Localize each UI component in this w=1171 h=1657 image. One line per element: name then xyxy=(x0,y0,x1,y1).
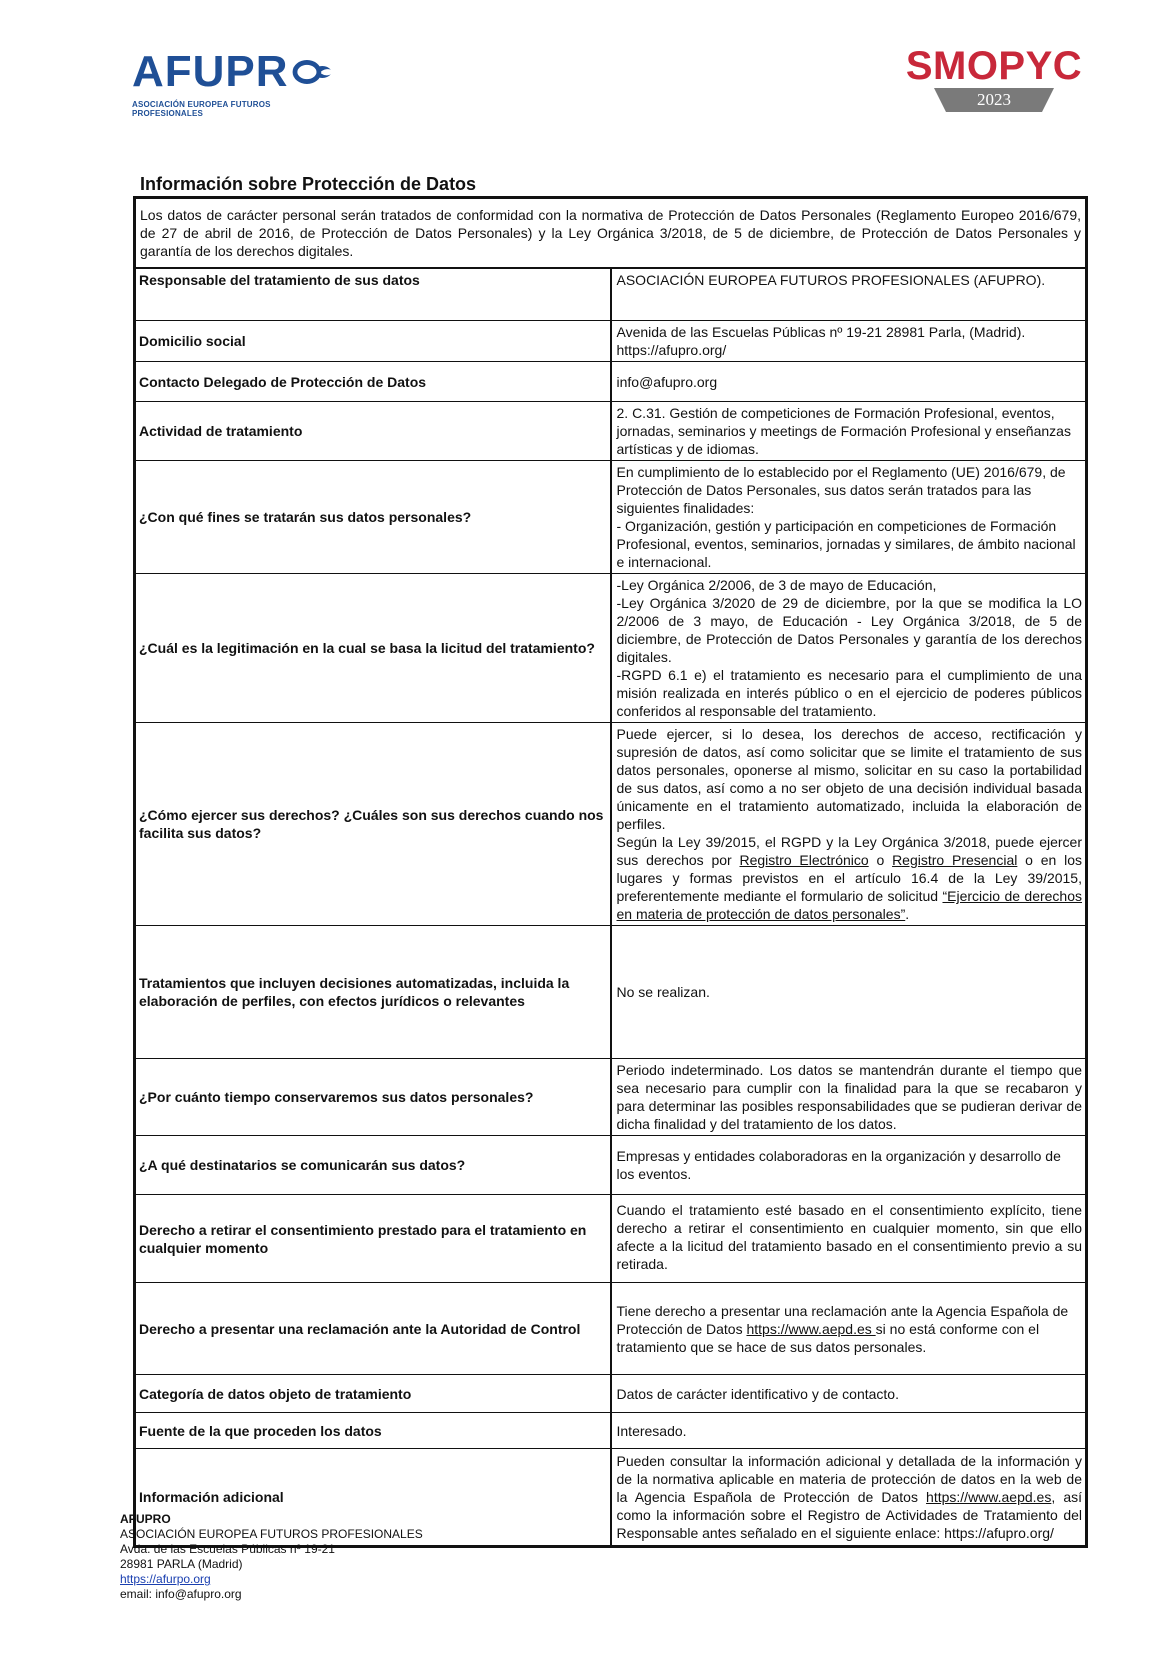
row-label: Domicilio social xyxy=(135,321,611,362)
row-value: No se realizan. xyxy=(611,926,1087,1059)
footer-city: 28981 PARLA (Madrid) xyxy=(120,1557,243,1571)
smopyc-year-badge xyxy=(934,88,1054,112)
row-label: ¿Cómo ejercer sus derechos? ¿Cuáles son sus derechos cuando nos facilita sus datos? xyxy=(135,723,611,926)
row-value-text: . xyxy=(905,906,910,922)
table-row xyxy=(135,926,1087,1059)
afupro-logo-text: AFUPR xyxy=(132,47,289,96)
row-value: info@afupro.org xyxy=(611,362,1087,402)
row-value xyxy=(611,1449,1087,1547)
row-value: Datos de carácter identificativo y de contacto. xyxy=(611,1375,1087,1413)
table-row xyxy=(135,574,1087,723)
row-label: ¿Con qué fines se tratarán sus datos personales? xyxy=(135,461,611,574)
row-label: Derecho a retirar el consentimiento prestado para el tratamiento en cualquier momento xyxy=(135,1195,611,1283)
table-row xyxy=(135,1283,1087,1375)
row-value-line: En cumplimiento de lo establecido por el Reglamento (UE) 2016/679, de Protección de Datos Personales, sus datos serán tratados para las siguientes finalidades: xyxy=(616,464,1066,516)
formulario-derechos-link[interactable]: “Ejercicio de derechos en materia de protección de datos personales” xyxy=(616,888,1083,922)
row-value-text: Tiene derecho a presentar una reclamación ante la Agencia Española de Protección de Datos xyxy=(616,1302,1069,1337)
table-row xyxy=(135,1195,1087,1283)
table-row xyxy=(135,461,1087,574)
table-row xyxy=(135,1059,1087,1136)
row-label: ¿Cuál es la legitimación en la cual se basa la licitud del tratamiento? xyxy=(135,574,611,723)
row-value-line: - Organización, gestión y participación en competiciones de Formación Profesional, eventos, seminarios, jornadas y similares, de ámbito nacional e internacional. xyxy=(616,518,1076,570)
row-label: Categoría de datos objeto de tratamiento xyxy=(135,1375,611,1413)
table-row xyxy=(135,1413,1087,1449)
row-label: Información adicional xyxy=(135,1449,611,1547)
row-value xyxy=(611,461,1087,574)
footer-address: Avda. de las Escuelas Públicas nº 19-21 xyxy=(120,1542,335,1556)
afupro-logo xyxy=(132,47,332,118)
smopyc-logo-text: SMOPYC xyxy=(905,44,1083,88)
row-value-text: Según la Ley 39/2015, el RGPD y la Ley Orgánica 3/2018, puede ejercer sus derechos por xyxy=(616,834,1082,868)
row-value-text: o xyxy=(868,852,893,868)
row-label: ¿A qué destinatarios se comunicarán sus datos? xyxy=(135,1136,611,1195)
aepd-link[interactable]: https://www.aepd.es xyxy=(746,1320,876,1337)
row-value: ASOCIACIÓN EUROPEA FUTUROS PROFESIONALES (AFUPRO). xyxy=(611,268,1087,321)
row-value-line: -RGPD 6.1 e) el tratamiento es necesario para el cumplimiento de una misión realizada en interés público o en el ejercicio de poderes públicos conferidos al responsable del tratamiento. xyxy=(616,667,1082,719)
row-label: Actividad de tratamiento xyxy=(135,402,611,461)
footer xyxy=(120,1512,423,1602)
row-label: Tratamientos que incluyen decisiones automatizadas, incluida la elaboración de perfiles, con efectos jurídicos o relevantes xyxy=(135,926,611,1059)
data-protection-table xyxy=(133,196,1088,1548)
row-value-line: -Ley Orgánica 3/2020 de 29 de diciembre, por la que se modifica la LO 2/2006 de 3 mayo, de Educación - Ley Orgánica 3/2018, de 5 de diciembre, de Protección de Datos Personales y garantía de los derechos digitales. xyxy=(616,595,1082,665)
table-row xyxy=(135,1375,1087,1413)
row-value-paragraph: Puede ejercer, si lo desea, los derechos de acceso, rectificación y supresión de datos, así como solicitar que se limite el tratamiento de sus datos personales, oponerse al mismo, solicitar en su caso la portabilidad de sus datos, así como a no ser objeto de una decisión individual basada únicamente en el tratamiento automatizado, incluida la elaboración de perfiles. xyxy=(616,726,1082,832)
row-value: Cuando el tratamiento esté basado en el consentimiento explícito, tiene derecho a retirar el consentimiento en cualquier momento, sin que ello afecte a la licitud del tratamiento basado en el consentimiento previo a su retirada. xyxy=(611,1195,1087,1283)
footer-email: email: info@afupro.org xyxy=(120,1587,242,1601)
row-label: Contacto Delegado de Protección de Datos xyxy=(135,362,611,402)
row-label: Responsable del tratamiento de sus datos xyxy=(135,268,611,321)
table-row-intro xyxy=(135,198,1087,268)
row-value-text: Pueden consultar la información adicional y detallada de la información y de la normativa aplicable en materia de protección de datos en la web de la Agencia Española de Protección de Datos xyxy=(616,1453,1082,1505)
table-row xyxy=(135,268,1087,321)
table-row xyxy=(135,723,1087,926)
row-value xyxy=(611,574,1087,723)
page-title: Información sobre Protección de Datos xyxy=(140,174,477,194)
table-row xyxy=(135,321,1087,362)
row-value-text: , así como la información sobre el Registro de Actividades de Tratamiento del Responsable antes señalado en el siguiente enlace: https://afupro.org/ xyxy=(616,1489,1082,1541)
row-label: Fuente de la que proceden los datos xyxy=(135,1413,611,1449)
registro-electronico-link[interactable]: Registro Electrónico xyxy=(739,852,869,868)
smopyc-logo xyxy=(897,46,1091,116)
aepd-link[interactable]: https://www.aepd.es xyxy=(926,1489,1052,1505)
row-value: Periodo indeterminado. Los datos se mantendrán durante el tiempo que sea necesario para cumplir con la finalidad para la que se recabaron y para determinar las posibles responsabilidades que se pudieran derivar de dicha finalidad y del tratamiento de los datos. xyxy=(611,1059,1087,1136)
row-value-line: -Ley Orgánica 2/2006, de 3 de mayo de Educación, xyxy=(616,577,937,593)
row-label: ¿Por cuánto tiempo conservaremos sus datos personales? xyxy=(135,1059,611,1136)
row-value: Avenida de las Escuelas Públicas nº 19-21 28981 Parla, (Madrid). https://afupro.org/ xyxy=(611,321,1087,362)
row-value: Interesado. xyxy=(611,1413,1087,1449)
row-label: Derecho a presentar una reclamación ante la Autoridad de Control xyxy=(135,1283,611,1375)
registro-presencial-link[interactable]: Registro Presencial xyxy=(892,852,1018,868)
footer-org: AFUPRO xyxy=(120,1512,171,1526)
table-row xyxy=(135,1136,1087,1195)
row-value xyxy=(611,723,1087,926)
footer-name: ASOCIACIÓN EUROPEA FUTUROS PROFESIONALES xyxy=(120,1527,423,1541)
row-value xyxy=(611,1283,1087,1375)
row-value-text: o en los lugares y formas previstos en el artículo 16.4 de la Ley 39/2015, preferentemente mediante el formulario de solicitud xyxy=(616,852,1082,904)
row-value-text: si no está conforme con el tratamiento que se hace de sus datos personales. xyxy=(616,1320,1040,1355)
afupro-logo-subtitle: ASOCIACIÓN EUROPEA FUTUROS PROFESIONALES xyxy=(132,100,271,118)
afupro-swirl-icon xyxy=(291,55,332,89)
smopyc-year: 2023 xyxy=(977,90,1011,109)
footer-web-link[interactable]: https://afurpo.org xyxy=(120,1572,211,1586)
row-value-paragraph xyxy=(617,833,1083,923)
table-row xyxy=(135,402,1087,461)
intro-text: Los datos de carácter personal serán tratados de conformidad con la normativa de Protección de Datos Personales (Reglamento Europeo 2016/679, de 27 de abril de 2016, de Protección de Datos Personales) y la Ley Orgánica 3/2018, de 5 de diciembre, de Protección de Datos Personales y garantía de los derechos digitales. xyxy=(135,198,1087,268)
row-value: 2. C.31. Gestión de competiciones de Formación Profesional, eventos, jornadas, seminarios y meetings de Formación Profesional y enseñanzas artísticas y de idiomas. xyxy=(611,402,1087,461)
table-row xyxy=(135,362,1087,402)
row-value: Empresas y entidades colaboradoras en la organización y desarrollo de los eventos. xyxy=(611,1136,1087,1195)
